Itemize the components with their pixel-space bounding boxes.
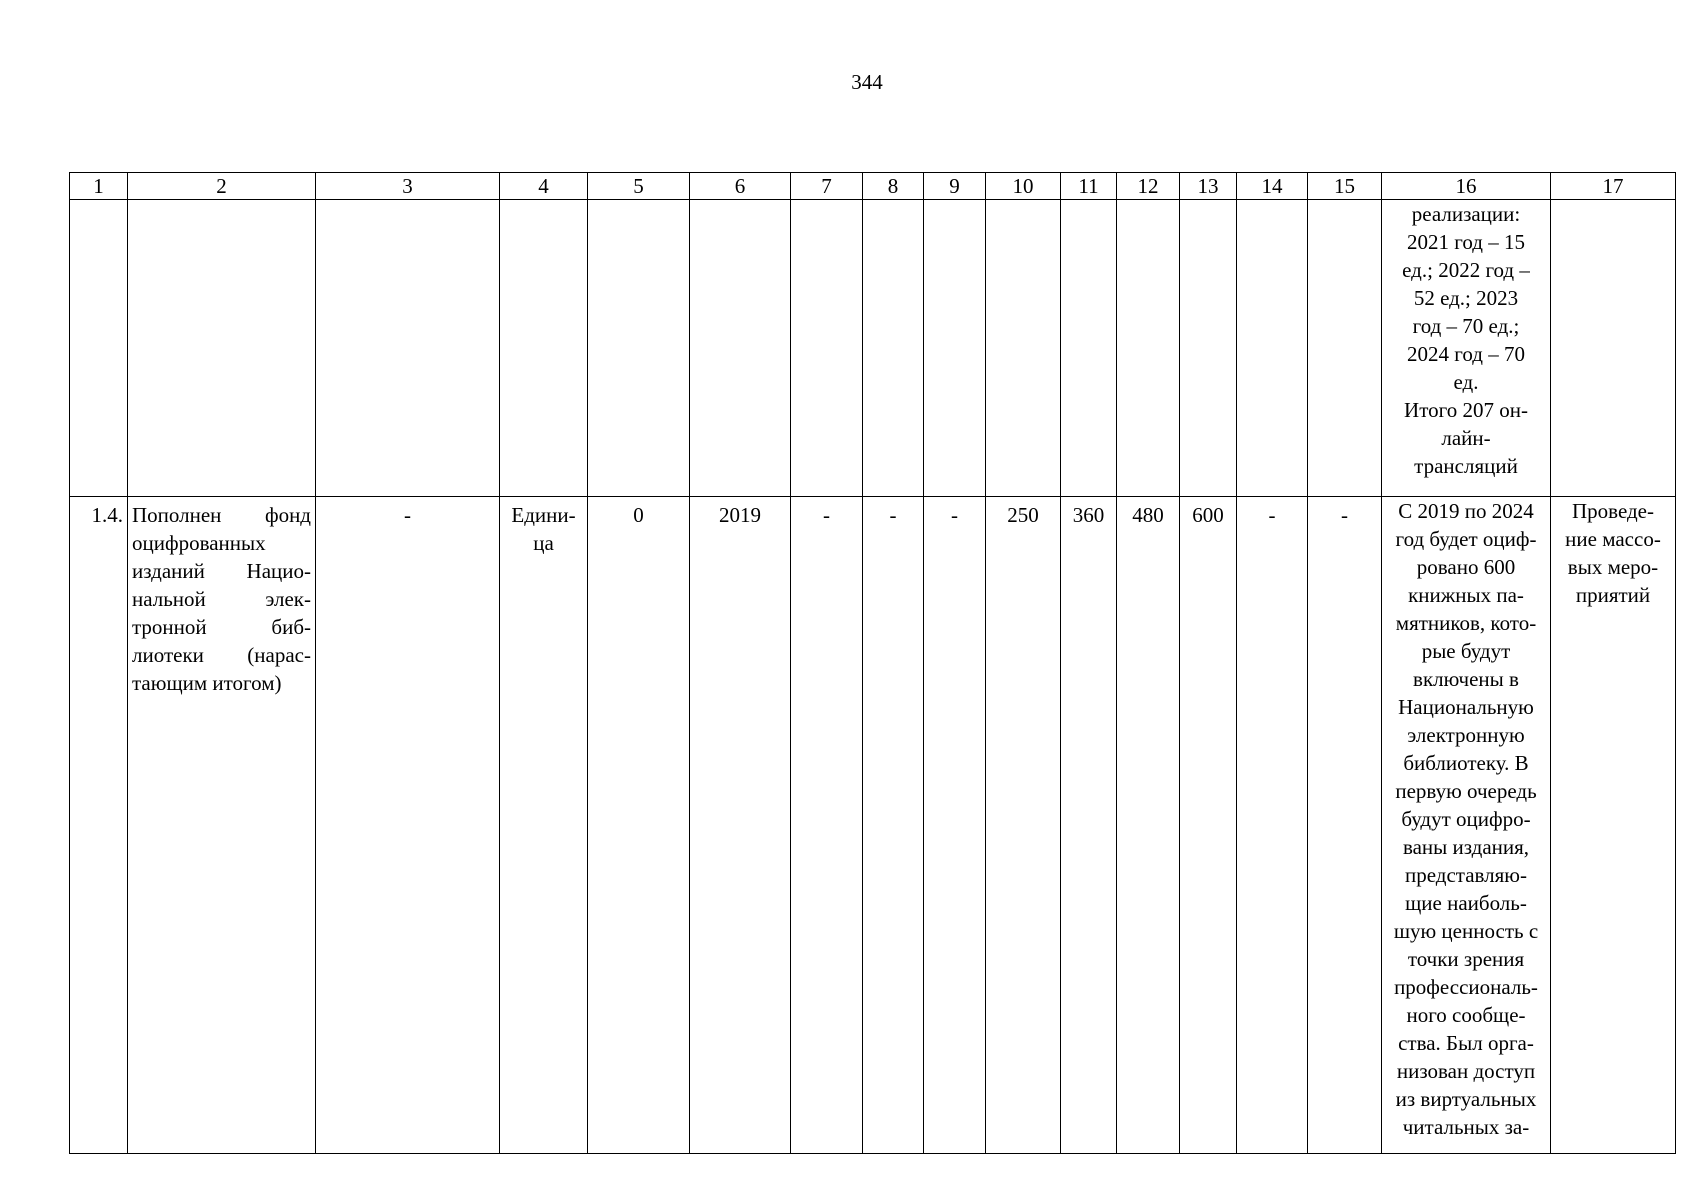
table-cell: - bbox=[863, 497, 924, 1154]
table-cell: - bbox=[924, 497, 986, 1154]
table-cell bbox=[863, 200, 924, 497]
column-header: 6 bbox=[690, 173, 791, 200]
table-cell bbox=[1117, 200, 1180, 497]
row-number: 1.4. bbox=[70, 497, 128, 1154]
table-cell bbox=[316, 200, 500, 497]
table-cell bbox=[986, 200, 1061, 497]
column-header: 7 bbox=[791, 173, 863, 200]
column-header: 4 bbox=[500, 173, 588, 200]
table-cell bbox=[70, 200, 128, 497]
table-cell bbox=[1308, 200, 1382, 497]
implementation-note: С 2019 по 2024 год будет оциф- ровано 600 книжных па- мятников, кото- рые будут включены в Национальную электронную библиотеку. В первую очередь будут оцифро- ваны издания, представляю- щие наиболь- шую ценность с точки зрения профессиональ- ного сообще- ства. Был орга- низован доступ из виртуальных читальных за- bbox=[1382, 497, 1551, 1154]
table-row-continued bbox=[70, 200, 1676, 497]
column-header: 2 bbox=[128, 173, 316, 200]
base-value: 0 bbox=[588, 497, 690, 1154]
column-header: 3 bbox=[316, 173, 500, 200]
table-cell bbox=[500, 200, 588, 497]
table-cell: 360 bbox=[1061, 497, 1117, 1154]
table-cell: 250 bbox=[986, 497, 1061, 1154]
table-cell: - bbox=[1308, 497, 1382, 1154]
column-header: 17 bbox=[1551, 173, 1676, 200]
column-header: 1 bbox=[70, 173, 128, 200]
table-cell: 480 bbox=[1117, 497, 1180, 1154]
indicator-name: Пополнен фонд оцифрованных изданий Нацио-нальной элек-тронной биб-лиотеки (нарас-тающим итогом) bbox=[128, 497, 316, 1154]
table-cell bbox=[1180, 200, 1237, 497]
unit-of-measure: Едини- ца bbox=[500, 497, 588, 1154]
table-cell: - bbox=[791, 497, 863, 1154]
column-header: 5 bbox=[588, 173, 690, 200]
implementation-note-continued: реализации: 2021 год – 15 ед.; 2022 год – 52 ед.; 2023 год – 70 ед.; 2024 год – 70 ед. Итого 207 он- лайн- трансляций bbox=[1382, 200, 1551, 497]
column-header: 16 bbox=[1382, 173, 1551, 200]
column-header: 9 bbox=[924, 173, 986, 200]
column-header: 8 bbox=[863, 173, 924, 200]
table-cell: - bbox=[316, 497, 500, 1154]
page-number: 344 bbox=[851, 70, 883, 94]
table-cell bbox=[791, 200, 863, 497]
table-cell bbox=[128, 200, 316, 497]
base-year: 2019 bbox=[690, 497, 791, 1154]
table-cell: 600 bbox=[1180, 497, 1237, 1154]
column-header: 12 bbox=[1117, 173, 1180, 200]
table-cell bbox=[1061, 200, 1117, 497]
table-cell bbox=[924, 200, 986, 497]
table-cell bbox=[690, 200, 791, 497]
column-number-row bbox=[70, 173, 1676, 200]
column-header: 15 bbox=[1308, 173, 1382, 200]
table-row-1-4 bbox=[70, 497, 1676, 1154]
table-cell bbox=[1237, 200, 1308, 497]
column-header: 14 bbox=[1237, 173, 1308, 200]
table-cell bbox=[1551, 200, 1676, 497]
table-cell bbox=[588, 200, 690, 497]
column-header: 11 bbox=[1061, 173, 1117, 200]
table-cell: - bbox=[1237, 497, 1308, 1154]
column-header: 10 bbox=[986, 173, 1061, 200]
indicators-table bbox=[69, 172, 1676, 1154]
column-header: 13 bbox=[1180, 173, 1237, 200]
activity-description: Проведе- ние массо- вых меро- приятий bbox=[1551, 497, 1676, 1154]
